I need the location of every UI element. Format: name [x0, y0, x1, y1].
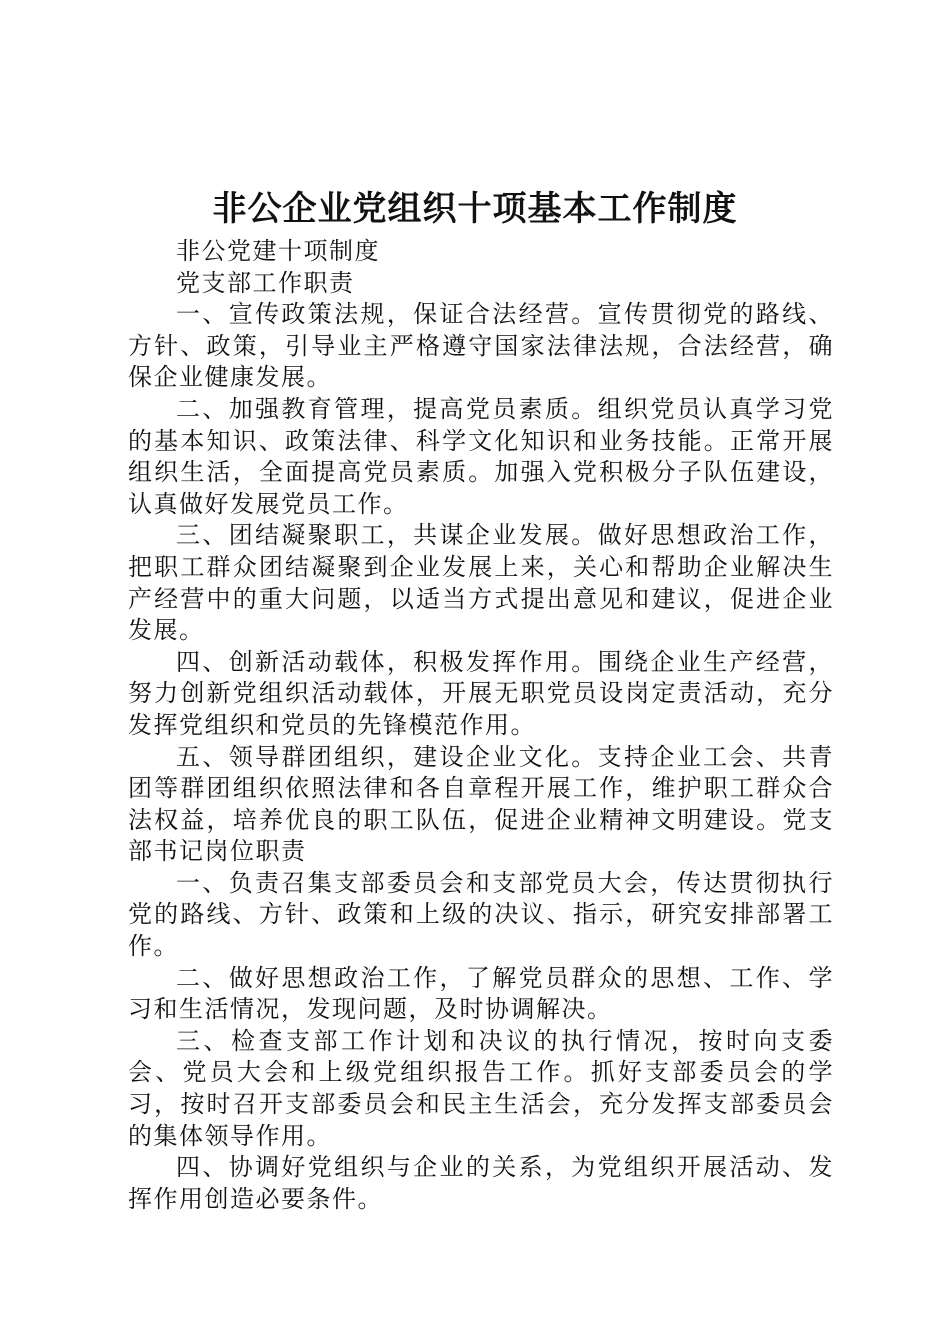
subtitle-line: 非公党建十项制度	[176, 237, 380, 265]
document-body	[128, 236, 834, 1215]
paragraph: 一、负责召集支部委员会和支部党员大会，传达贯彻执行党的路线、方针、政策和上级的决议、指示，研究安排部署工作。	[128, 868, 834, 961]
paragraph: 二、加强教育管理，提高党员素质。组织党员认真学习党的基本知识、政策法律、科学文化知识和业务技能。正常开展组织生活，全面提高党员素质。加强入党积极分子队伍建设，认真做好发展党员工作。	[128, 394, 834, 518]
paragraph: 三、检查支部工作计划和决议的执行情况，按时向支委会、党员大会和上级党组织报告工作。抓好支部委员会的学习，按时召开支部委员会和民主生活会，充分发挥支部委员会的集体领导作用。	[128, 1026, 834, 1150]
paragraph: 四、创新活动载体，积极发挥作用。围绕企业生产经营，努力创新党组织活动载体，开展无职党员设岗定责活动，充分发挥党组织和党员的先锋模范作用。	[128, 647, 834, 739]
paragraph: 二、做好思想政治工作，了解党员群众的思想、工作、学习和生活情况，发现问题，及时协调解决。	[128, 963, 834, 1024]
paragraph: 一、宣传政策法规，保证合法经营。宣传贯彻党的路线、方针、政策，引导业主严格遵守国家法律法规，合法经营，确保企业健康发展。	[128, 300, 834, 392]
document-title: 非公企业党组织十项基本工作制度	[212, 189, 738, 229]
paragraph: 五、领导群团组织，建设企业文化。支持企业工会、共青团等群团组织依照法律和各自章程开展工作，维护职工群众合法权益，培养优良的职工队伍，促进企业精神文明建设。党支部书记岗位职责	[128, 742, 834, 866]
section-heading: 党支部工作职责	[176, 268, 355, 297]
paragraph: 四、协调好党组织与企业的关系，为党组织开展活动、发挥作用创造必要条件。	[128, 1153, 834, 1213]
paragraph: 三、团结凝聚职工，共谋企业发展。做好思想政治工作，把职工群众团结凝聚到企业发展上来，关心和帮助企业解决生产经营中的重大问题，以适当方式提出意见和建议，促进企业发展。	[128, 521, 834, 645]
